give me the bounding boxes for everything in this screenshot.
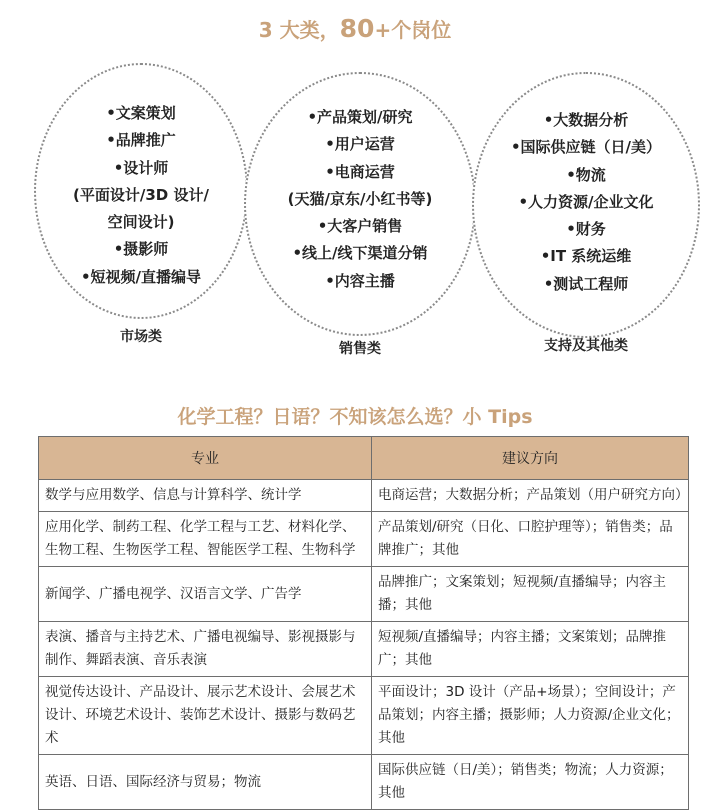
list-item: •品牌推广 xyxy=(106,131,176,150)
list-item: •人力资源/企业文化 xyxy=(518,192,654,211)
list-item: •内容主播 xyxy=(325,271,395,290)
column-header-direction: 建议方向 xyxy=(372,437,689,480)
list-item: •电商运营 xyxy=(325,162,395,181)
list-item: •用户运营 xyxy=(325,135,395,154)
table-cell-direction: 短视频/直播编导；内容主播；文案策划；品牌推广；其他 xyxy=(372,622,689,677)
list-item: •大数据分析 xyxy=(543,111,629,129)
table-cell-direction: 平面设计；3D 设计（产品+场景）；空间设计；产品策划；内容主播；摄影师；人力资源/企业文化；其他 xyxy=(372,677,689,755)
table-cell-major: 表演、播音与主持艺术、广播电视编导、影视摄影与制作、舞蹈表演、音乐表演 xyxy=(39,622,372,677)
table-row xyxy=(39,512,689,567)
bubble-sales-items xyxy=(244,104,476,295)
bubble-sales-label: 销售类 xyxy=(339,341,381,357)
list-item: •设计师 xyxy=(113,158,169,177)
list-item: •测试工程师 xyxy=(543,274,629,293)
major-direction-table xyxy=(38,436,689,810)
table-cell-major: 新闻学、广播电视学、汉语言文学、广告学 xyxy=(39,567,372,622)
table-cell-direction: 产品策划/研究（日化、口腔护理等）；销售类；品牌推广；其他 xyxy=(372,512,689,567)
headline-part: +个岗位 xyxy=(374,18,452,42)
table-row xyxy=(39,567,689,622)
bubble-marketing-items xyxy=(34,100,248,291)
list-item: •线上/线下渠道分销 xyxy=(292,244,428,263)
table-header-row xyxy=(39,437,689,480)
list-item: (平面设计/3D 设计/ xyxy=(73,185,209,204)
list-item: (天猫/京东/小红书等) xyxy=(287,189,433,208)
list-item: •产品策划/研究 xyxy=(307,108,413,126)
list-item: •大客户销售 xyxy=(317,217,403,236)
table-row xyxy=(39,755,689,810)
column-header-major: 专业 xyxy=(39,437,372,480)
table-cell-direction: 电商运营；大数据分析；产品策划（用户研究方向） xyxy=(372,480,689,512)
headline-number: 80 xyxy=(339,14,375,43)
headline-categories xyxy=(0,14,710,43)
tips-heading: 化学工程？日语？不知该怎么选？小 Tips xyxy=(177,406,533,428)
table-cell-direction: 国际供应链（日/美）；销售类；物流；人力资源；其他 xyxy=(372,755,689,810)
bubble-marketing-label: 市场类 xyxy=(120,329,162,345)
list-item: •文案策划 xyxy=(106,104,176,122)
list-item: •国际供应链（日/美） xyxy=(510,138,662,157)
table-row xyxy=(39,480,689,512)
headline-part: 3 大类， xyxy=(258,18,340,42)
table-row xyxy=(39,677,689,755)
list-item: •短视频/直播编导 xyxy=(80,267,202,286)
table-cell-major: 英语、日语、国际经济与贸易；物流 xyxy=(39,755,372,810)
table-cell-major: 数学与应用数学、信息与计算科学、统计学 xyxy=(39,480,372,512)
list-item: •物流 xyxy=(566,165,606,184)
list-item: 空间设计) xyxy=(107,213,175,232)
bubble-support-items xyxy=(472,107,700,298)
table-cell-major: 视觉传达设计、产品设计、展示艺术设计、会展艺术设计、环境艺术设计、装饰艺术设计、摄影与数码艺术 xyxy=(39,677,372,755)
table-cell-major: 应用化学、制药工程、化学工程与工艺、材料化学、生物工程、生物医学工程、智能医学工程、生物科学 xyxy=(39,512,372,567)
table-cell-direction: 品牌推广；文案策划；短视频/直播编导；内容主播；其他 xyxy=(372,567,689,622)
bubble-support-label: 支持及其他类 xyxy=(544,338,628,354)
table-row xyxy=(39,622,689,677)
list-item: •IT 系统运维 xyxy=(540,247,632,266)
list-item: •财务 xyxy=(566,220,606,239)
list-item: •摄影师 xyxy=(113,240,169,259)
